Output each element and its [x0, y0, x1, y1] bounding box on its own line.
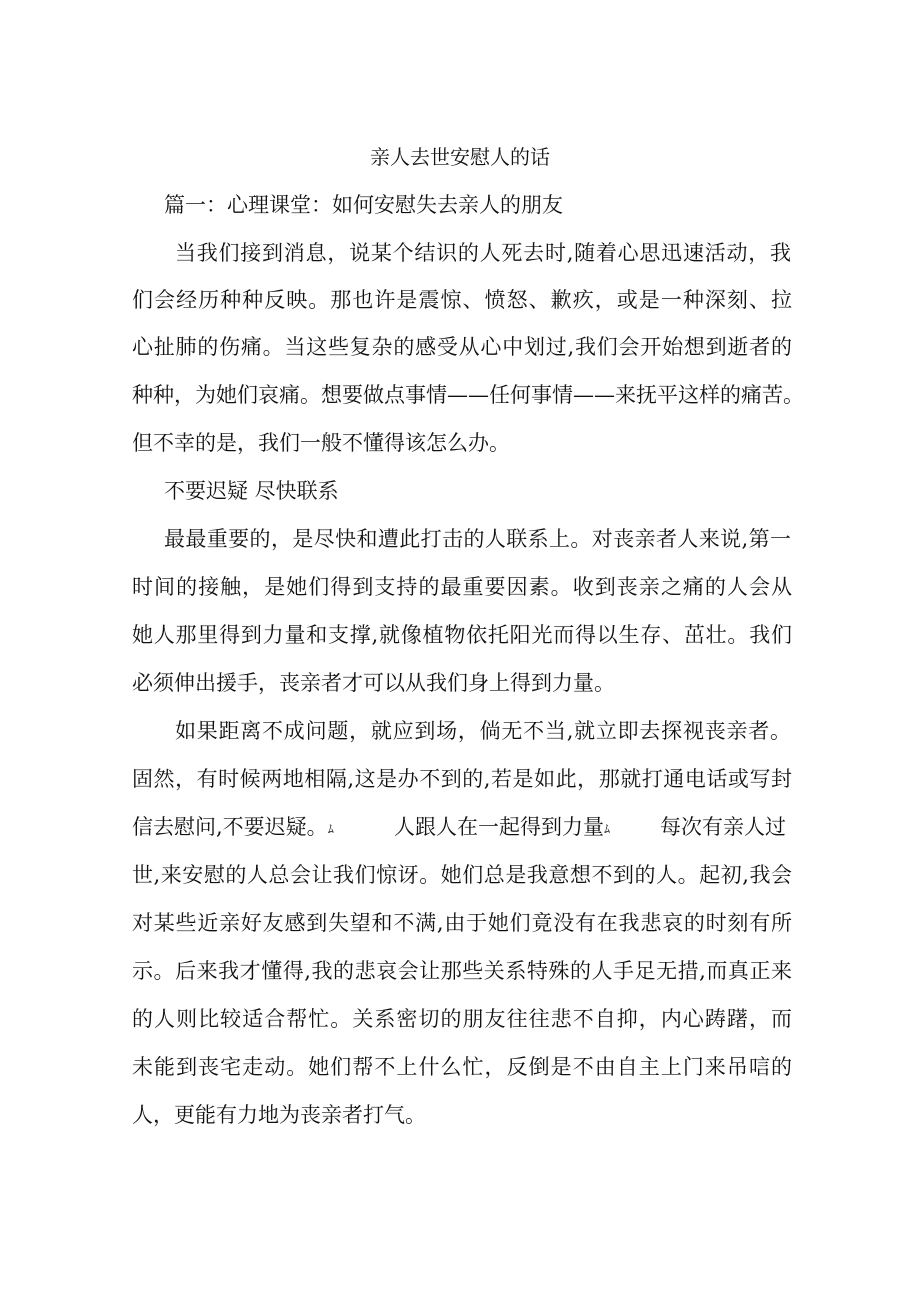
line-segment: 信去慰问,不要迟疑。	[132, 815, 328, 839]
marker-glyph: ﾑ	[604, 821, 611, 836]
paragraph-line: 最最重要的，是尽快和遭此打击的人联系上。对丧亲者人来说,第一	[164, 527, 791, 551]
paragraph-line: 如果距离不成问题，就应到场，倘无不当,就立即去探视丧亲者。	[175, 719, 791, 743]
paragraph-line: 但不幸的是，我们一般不懂得该怎么办。	[132, 431, 510, 455]
paragraph-line: 示。后来我才懂得,我的悲哀会让那些关系特殊的人手足无措,而真正来	[132, 959, 792, 983]
section-heading: 篇一：心理课堂：如何安慰失去亲人的朋友	[164, 193, 563, 217]
paragraph-line: 当我们接到消息，说某个结识的人死去时,随着心思迅速活动，我	[175, 241, 791, 265]
paragraph-line: 未能到丧宅走动。她们帮不上什么忙，反倒是不由自主上门来吊唁的	[132, 1055, 792, 1079]
paragraph-line: 世,来安慰的人总会让我们惊讶。她们总是我意想不到的人。起初,我会	[132, 863, 792, 887]
subheading: 不要迟疑 尽快联系	[164, 479, 339, 503]
paragraph-line: 的人则比较适合帮忙。关系密切的朋友往往悲不自抑，内心踌躇，而	[132, 1007, 792, 1031]
paragraph-line: 固然，有时候两地相隔,这是办不到的,若是如此，那就打通电话或写封	[132, 767, 792, 791]
paragraph-line: 心扯肺的伤痛。当这些复杂的感受从心中划过,我们会开始想到逝者的	[132, 335, 792, 359]
paragraph-line: 对某些近亲好友感到失望和不满,由于她们竟没有在我悲哀的时刻有所	[132, 911, 792, 935]
paragraph-line: 种种，为她们哀痛。想要做点事情——任何事情——来抚平这样的痛苦。	[132, 383, 804, 407]
paragraph-line: 时间的接触，是她们得到支持的最重要因素。收到丧亲之痛的人会从	[132, 575, 792, 599]
document-title: 亲人去世安慰人的话	[370, 145, 550, 169]
paragraph-line: 人，更能有力地为丧亲者打气。	[132, 1103, 426, 1127]
paragraph-line: 们会经历种种反映。那也许是震惊、愤怒、歉疚，或是一种深刻、拉	[132, 288, 792, 312]
marker-glyph: ﾑ	[327, 821, 334, 836]
line-segment: 人跟人在一起得到力量	[394, 815, 604, 839]
paragraph-line: 她人那里得到力量和支撑,就像植物依托阳光而得以生存、茁壮。我们	[132, 623, 792, 647]
paragraph-line: 每次有亲人过	[660, 815, 786, 839]
paragraph-line: 必须伸出援手，丧亲者才可以从我们身上得到力量。	[132, 671, 615, 695]
inline-heading	[394, 813, 634, 843]
